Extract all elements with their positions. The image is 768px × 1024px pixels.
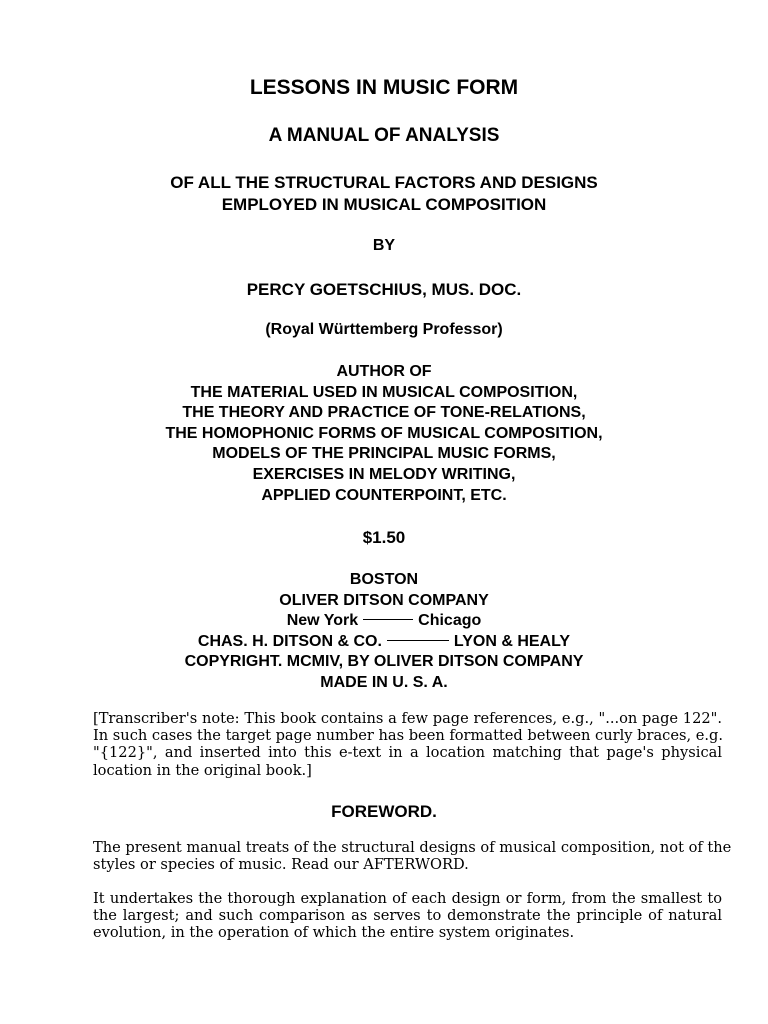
work-item: THE THEORY AND PRACTICE OF TONE-RELATIONS, bbox=[182, 404, 586, 422]
note-line: location in the original book.] bbox=[93, 761, 312, 779]
author-title: (Royal Württemberg Professor) bbox=[265, 321, 503, 338]
dash-rule bbox=[363, 619, 413, 620]
note-line: [Transcriber's note: This book contains a few page references, e.g., "...on page 122". bbox=[93, 710, 722, 727]
transcriber-note bbox=[93, 710, 722, 779]
publisher-branches bbox=[0, 611, 768, 632]
book-description bbox=[0, 172, 768, 216]
foreword-heading: FOREWORD. bbox=[331, 802, 437, 821]
dash-rule bbox=[387, 640, 449, 641]
foreword-paragraph-1 bbox=[93, 839, 732, 874]
publisher-partners bbox=[0, 632, 768, 653]
partner-left: CHAS. H. DITSON & CO. bbox=[197, 632, 382, 650]
publisher-company: OLIVER DITSON COMPANY bbox=[279, 591, 489, 609]
publisher-block bbox=[0, 570, 768, 694]
note-line: "{122}", and inserted into this e-text in a location matching that page's physical bbox=[93, 744, 722, 762]
partner-right: LYON & HEALY bbox=[453, 632, 571, 650]
branch-right: Chicago bbox=[418, 612, 482, 630]
book-title: LESSONS IN MUSIC FORM bbox=[249, 76, 519, 99]
publisher-city: BOSTON bbox=[349, 571, 419, 588]
note-line: In such cases the target page number has been formatted between curly braces, e.g. bbox=[93, 727, 724, 745]
made-in-line: MADE IN U. S. A. bbox=[320, 673, 448, 691]
price: $1.50 bbox=[362, 528, 406, 547]
work-item: THE MATERIAL USED IN MUSICAL COMPOSITION, bbox=[190, 383, 578, 401]
by-line: BY bbox=[372, 237, 396, 254]
author-works bbox=[0, 362, 768, 506]
foreword-paragraph-2 bbox=[93, 890, 722, 942]
paragraph-line: the largest; and such comparison as serves to demonstrate the principle of natural bbox=[93, 907, 722, 925]
description-line: EMPLOYED IN MUSICAL COMPOSITION bbox=[221, 195, 547, 214]
paragraph-line: styles or species of music. Read our AFTERWORD. bbox=[93, 856, 469, 874]
copyright-line: COPYRIGHT. MCMIV, BY OLIVER DITSON COMPANY bbox=[184, 653, 584, 671]
work-item: THE HOMOPHONIC FORMS OF MUSICAL COMPOSITION, bbox=[165, 424, 603, 442]
work-item: EXERCISES IN MELODY WRITING, bbox=[252, 465, 516, 483]
author-of-label: AUTHOR OF bbox=[336, 363, 432, 380]
work-item: MODELS OF THE PRINCIPAL MUSIC FORMS, bbox=[212, 445, 556, 463]
work-item: APPLIED COUNTERPOINT, ETC. bbox=[261, 486, 507, 504]
branch-left: New York bbox=[286, 612, 359, 630]
author-name: PERCY GOETSCHIUS, MUS. DOC. bbox=[246, 280, 522, 299]
paragraph-line: It undertakes the thorough explanation of each design or form, from the smallest to bbox=[93, 890, 722, 907]
paragraph-line: The present manual treats of the structural designs of musical composition, not of the bbox=[93, 839, 732, 856]
book-subtitle: A MANUAL OF ANALYSIS bbox=[268, 125, 500, 146]
description-line: OF ALL THE STRUCTURAL FACTORS AND DESIGNS bbox=[170, 173, 598, 192]
paragraph-line: evolution, in the operation of which the entire system originates. bbox=[93, 924, 575, 942]
